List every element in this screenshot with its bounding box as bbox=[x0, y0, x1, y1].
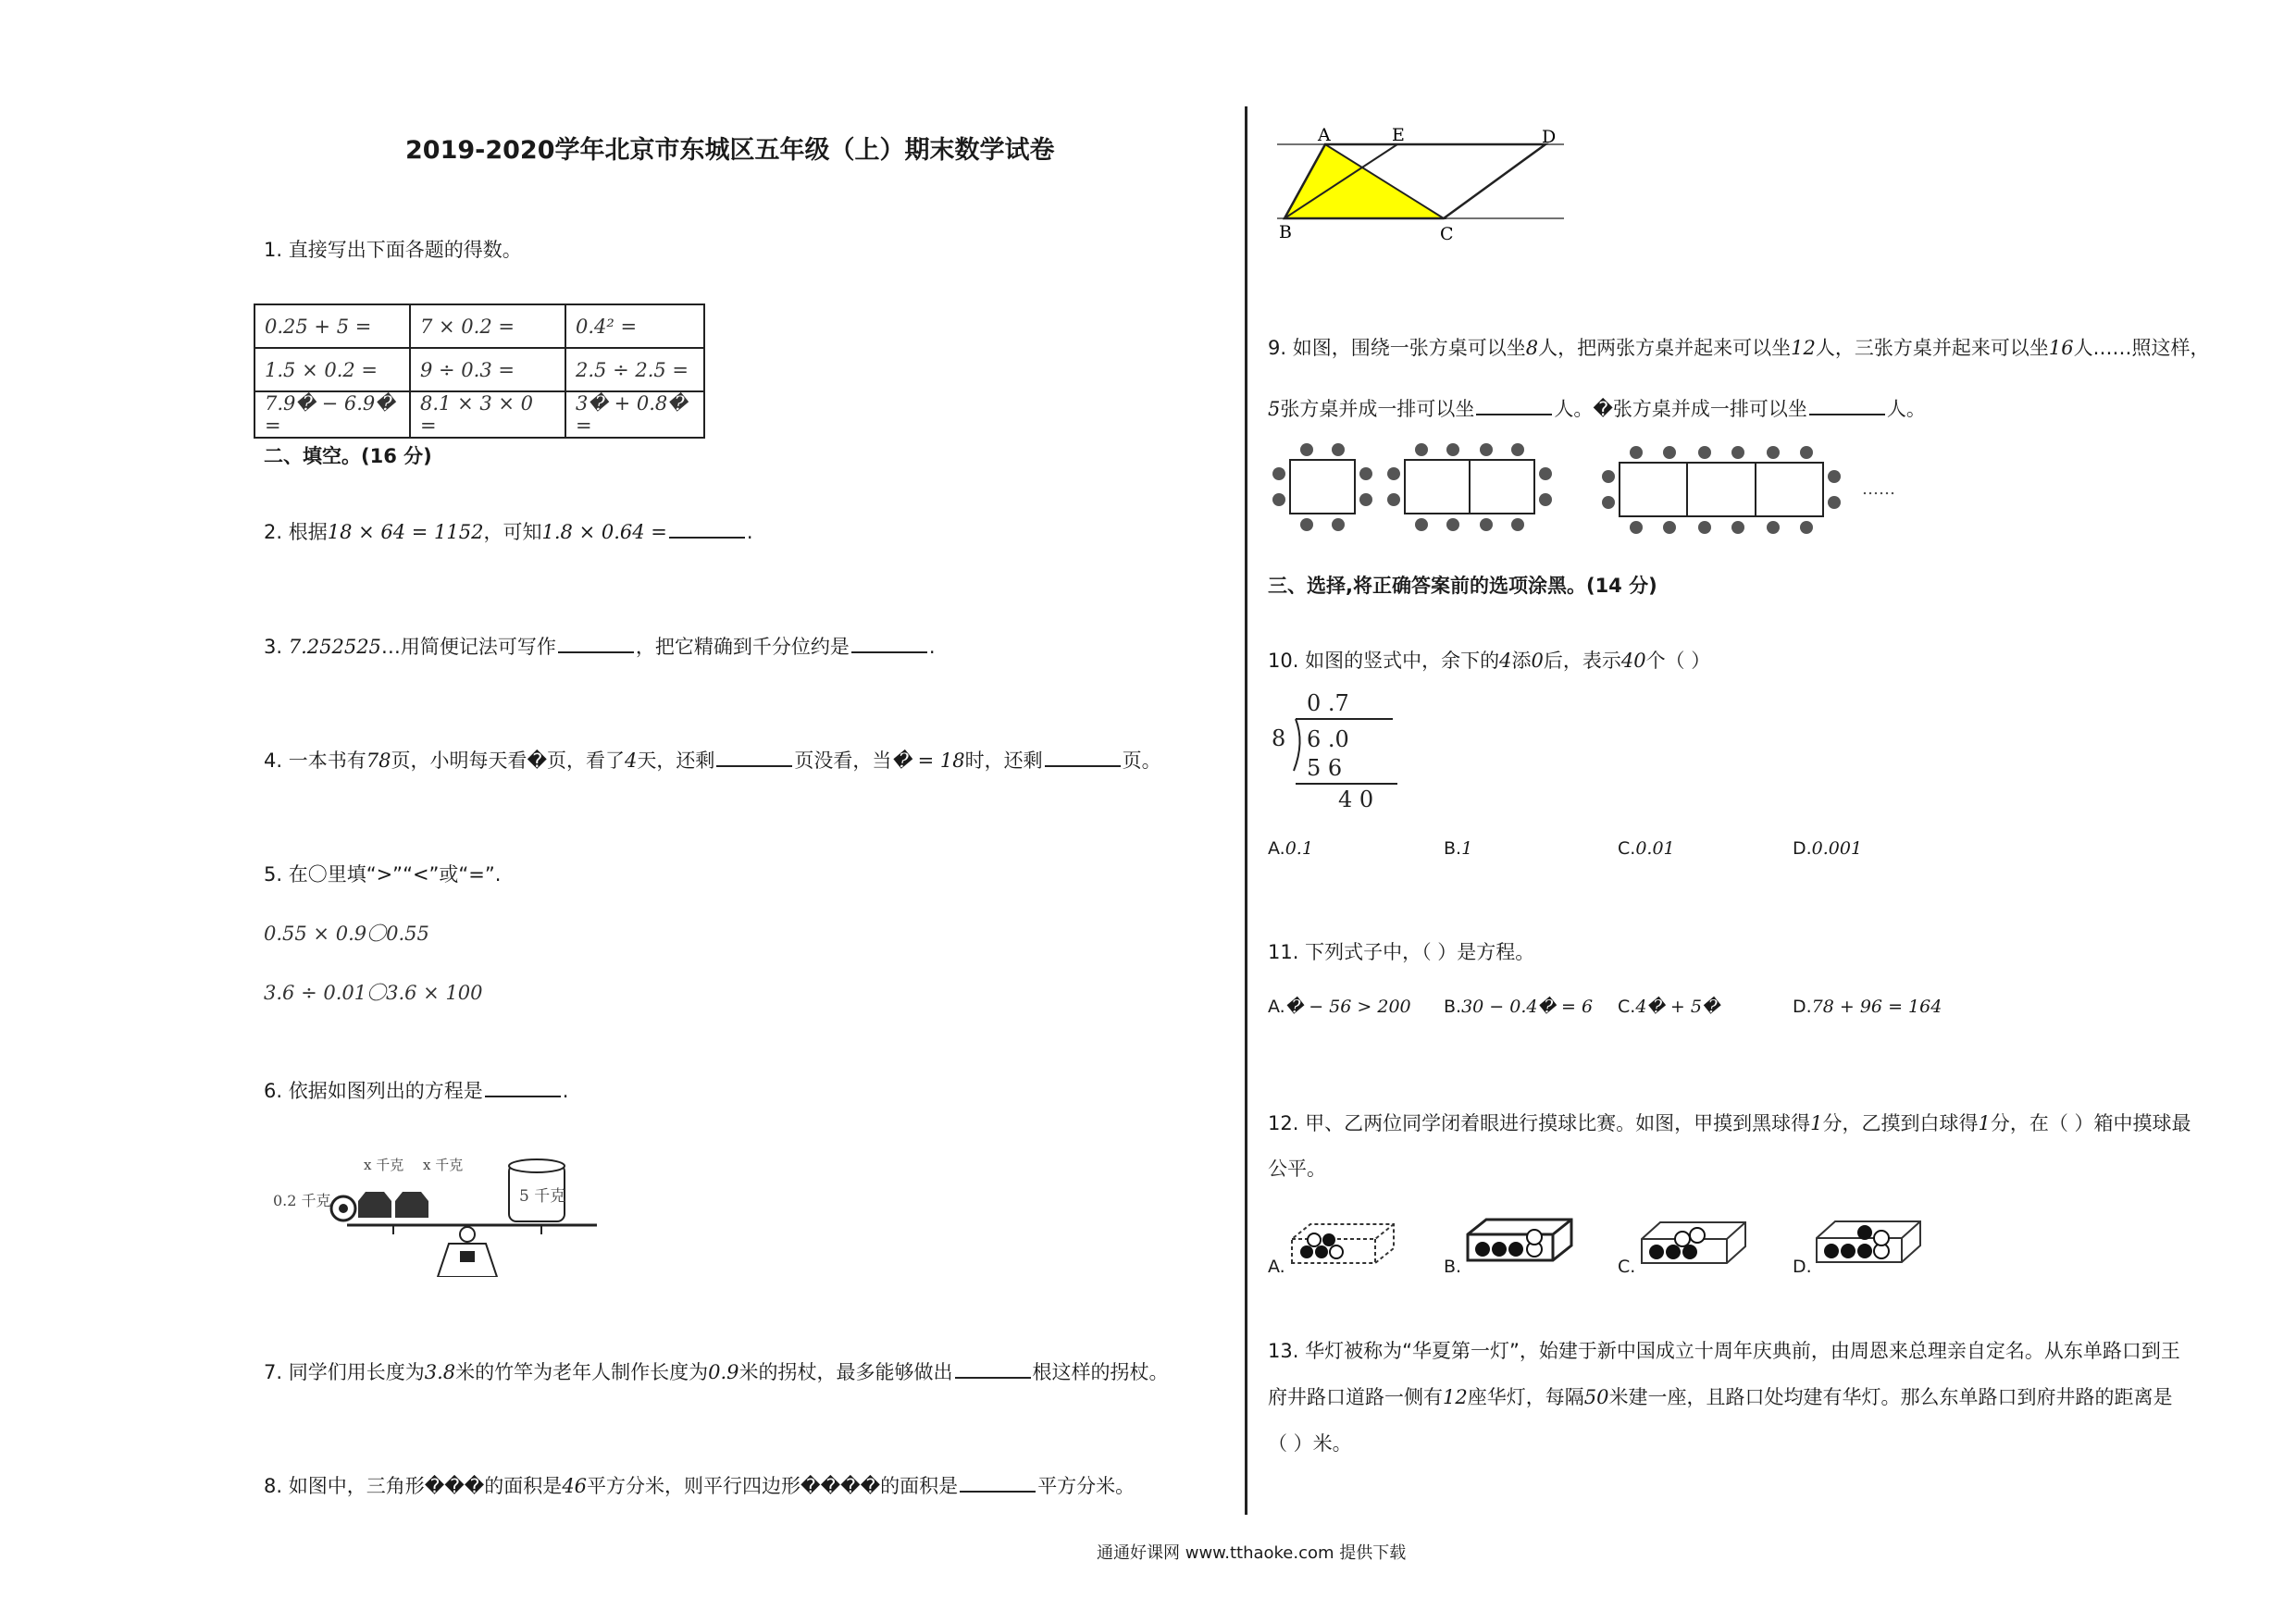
shirt-icon bbox=[358, 1192, 391, 1218]
q13-text: 米建一座，且路口处均建有华灯。那么东单路口到府井路的距离是 bbox=[1608, 1386, 2173, 1408]
q11-option-a[interactable] bbox=[1268, 997, 1411, 1017]
shirt-icon bbox=[395, 1192, 428, 1218]
table-cell: 3� + 0.8� = bbox=[565, 391, 704, 438]
jar-lid bbox=[509, 1159, 565, 1172]
q7-math: 0.9 bbox=[708, 1361, 739, 1383]
q4-text: 天，还剩 bbox=[637, 750, 715, 772]
q3-text: . bbox=[928, 636, 936, 658]
question-2 bbox=[264, 517, 753, 545]
answer-blank[interactable] bbox=[669, 536, 745, 539]
question-13: 13. 华灯被称为“华夏第一灯”，始建于新中国成立十周年庆典前，由周恩来总理亲自定名。从东单路口到王 bbox=[1268, 1340, 2180, 1362]
q5-comparison-1: 0.55 × 0.9〇0.55 bbox=[264, 923, 429, 945]
q9-math: 12 bbox=[1791, 337, 1816, 359]
table-row bbox=[254, 391, 704, 438]
q10-text: 10. 如图的竖式中，余下的 bbox=[1268, 650, 1500, 672]
q6-text: 6. 依据如图列出的方程是 bbox=[264, 1080, 483, 1102]
q11-option-b[interactable] bbox=[1444, 997, 1593, 1017]
q9-math: 16 bbox=[2048, 337, 2074, 359]
ball-box-c bbox=[1632, 1215, 1753, 1270]
q7-text: 米的竹竿为老年人制作长度为 bbox=[455, 1361, 709, 1383]
q7-text: 根这样的拐杖。 bbox=[1032, 1361, 1169, 1383]
q10-math: 0 bbox=[1531, 650, 1544, 672]
q4-math: 4 bbox=[625, 750, 638, 772]
triangle-shape bbox=[1285, 144, 1444, 218]
answer-blank[interactable] bbox=[485, 1095, 561, 1097]
option-value: 0.01 bbox=[1635, 838, 1675, 859]
q4-text: 页没看，当 bbox=[794, 750, 892, 772]
q10-text: 个（ ） bbox=[1645, 650, 1711, 672]
option-value: 0.001 bbox=[1811, 838, 1863, 859]
vertex-label: E bbox=[1392, 125, 1405, 145]
option-label: D. bbox=[1793, 838, 1812, 859]
q9-text: 张方桌并成一排可以坐 bbox=[1280, 398, 1475, 420]
option-label: C. bbox=[1618, 838, 1636, 859]
q11-option-d[interactable] bbox=[1793, 997, 1942, 1017]
vertex-label: D bbox=[1542, 127, 1557, 147]
option-label: B. bbox=[1444, 838, 1462, 859]
answer-blank[interactable] bbox=[1476, 413, 1552, 415]
q12-text: 分，乙摸到白球得 bbox=[1822, 1112, 1979, 1134]
table-row bbox=[254, 348, 704, 391]
q2-text: . bbox=[746, 521, 753, 543]
q5-comparison-2: 3.6 ÷ 0.01〇3.6 × 100 bbox=[264, 982, 483, 1004]
question-7 bbox=[264, 1357, 1169, 1385]
option-value: � − 56 > 200 bbox=[1285, 997, 1411, 1017]
q3-text: ，把它精确到千分位约是 bbox=[635, 636, 850, 658]
question-12-line2: 公平。 bbox=[1268, 1158, 1326, 1180]
table-cell: 9 ÷ 0.3 = bbox=[410, 348, 565, 391]
vertex-label: A bbox=[1318, 125, 1331, 145]
calc-table bbox=[254, 304, 705, 439]
scale-pivot bbox=[460, 1227, 475, 1242]
divisor: 8 bbox=[1272, 725, 1286, 751]
q10-option-d[interactable] bbox=[1793, 838, 1862, 859]
q10-option-c[interactable] bbox=[1618, 838, 1675, 859]
q3-text: 3. bbox=[264, 636, 289, 658]
q9-math: 5 bbox=[1268, 398, 1281, 420]
q8-math: 46 bbox=[562, 1475, 588, 1497]
table-row bbox=[254, 304, 704, 348]
long-division-figure bbox=[1268, 689, 1416, 810]
option-value: 1 bbox=[1461, 838, 1473, 859]
q7-math: 3.8 bbox=[424, 1361, 456, 1383]
q12-option-b[interactable]: B. bbox=[1444, 1257, 1462, 1277]
question-6 bbox=[264, 1076, 568, 1104]
question-5: 5. 在〇里填“>”“<”或“=”. bbox=[264, 863, 502, 886]
q4-text: 页，小明每天看�页，看了 bbox=[391, 750, 625, 772]
question-11: 11. 下列式子中，（ ）是方程。 bbox=[1268, 941, 1535, 963]
scale-dial bbox=[460, 1251, 475, 1262]
question-13-line2 bbox=[1268, 1382, 2172, 1410]
q9-text: 人……照这样， bbox=[2073, 337, 2210, 359]
q9-text: 9. 如图，围绕一张方桌可以坐 bbox=[1268, 337, 1526, 359]
q9-text: 人，把两张方桌并起来可以坐 bbox=[1538, 337, 1792, 359]
q9-text: 人。�张方桌并成一排可以坐 bbox=[1554, 398, 1807, 420]
question-1: 1. 直接写出下面各题的得数。 bbox=[264, 239, 522, 261]
dividend: 6 .0 bbox=[1307, 726, 1349, 752]
q13-text: 座华灯，每隔 bbox=[1467, 1386, 1584, 1408]
q13-math: 50 bbox=[1583, 1386, 1609, 1408]
q12-math: 1 bbox=[1978, 1112, 1991, 1134]
parallelogram-figure bbox=[1268, 122, 1573, 252]
q4-text: 时，还剩 bbox=[964, 750, 1043, 772]
square-tables-figure bbox=[1268, 437, 1916, 543]
answer-blank[interactable] bbox=[716, 764, 792, 767]
option-label: D. bbox=[1793, 997, 1812, 1017]
column-divider bbox=[1245, 106, 1247, 1515]
fig-label: 0.2 千克 bbox=[273, 1192, 331, 1209]
q4-text: 页。 bbox=[1122, 750, 1161, 772]
seat-dots bbox=[1272, 443, 1841, 534]
q3-text: …用简便记法可写作 bbox=[380, 636, 556, 658]
q8-text: 8. 如图中，三角形���的面积是 bbox=[264, 1475, 563, 1497]
question-4 bbox=[264, 746, 1161, 774]
q12-option-a[interactable]: A. bbox=[1268, 1257, 1285, 1277]
q4-math: � = 18 bbox=[891, 750, 965, 772]
q2-text: ，可知 bbox=[483, 521, 542, 543]
table-cell: 0.25 + 5 = bbox=[254, 304, 410, 348]
q12-math: 1 bbox=[1810, 1112, 1823, 1134]
product: 5 6 bbox=[1307, 755, 1343, 781]
q10-option-b[interactable] bbox=[1444, 838, 1472, 859]
vertex-label: C bbox=[1440, 224, 1454, 244]
answer-blank[interactable] bbox=[851, 650, 927, 653]
question-12 bbox=[1268, 1109, 2191, 1136]
q7-text: 米的拐杖，最多能够做出 bbox=[738, 1361, 953, 1383]
ball-box-d bbox=[1807, 1212, 1928, 1270]
ball-box-a bbox=[1283, 1217, 1403, 1272]
question-9-line2 bbox=[1268, 394, 1926, 422]
section-heading-2: 二、填空。(16 分) bbox=[264, 445, 432, 467]
option-value: 0.1 bbox=[1285, 838, 1313, 859]
q9-math: 8 bbox=[1525, 337, 1539, 359]
answer-blank[interactable] bbox=[1809, 413, 1885, 415]
option-label: A. bbox=[1268, 997, 1285, 1017]
question-10 bbox=[1268, 646, 1710, 674]
fig-label: x 千克 bbox=[423, 1157, 464, 1173]
question-8 bbox=[264, 1471, 1135, 1499]
q12-text: 分，在（ ）箱中摸球最 bbox=[1990, 1112, 2191, 1134]
q11-option-c[interactable] bbox=[1618, 997, 1719, 1017]
q10-option-a[interactable] bbox=[1268, 838, 1313, 859]
answer-blank[interactable] bbox=[558, 650, 634, 653]
q6-text: . bbox=[562, 1080, 569, 1102]
q7-text: 7. 同学们用长度为 bbox=[264, 1361, 425, 1383]
q4-text: 4. 一本书有 bbox=[264, 750, 366, 772]
table-cell: 2.5 ÷ 2.5 = bbox=[565, 348, 704, 391]
table-cell: 8.1 × 3 × 0 = bbox=[410, 391, 565, 438]
table-cell: 1.5 × 0.2 = bbox=[254, 348, 410, 391]
q13-text: 府井路口道路一侧有 bbox=[1268, 1386, 1443, 1408]
q12-option-d[interactable]: D. bbox=[1793, 1257, 1812, 1277]
q12-text: 12. 甲、乙两位同学闭着眼进行摸球比赛。如图，甲摸到黑球得 bbox=[1268, 1112, 1811, 1134]
fig-label: 5 千克 bbox=[519, 1187, 566, 1206]
table-cell: 0.4² = bbox=[565, 304, 704, 348]
footer: 通通好课网 www.tthaoke.com 提供下载 bbox=[1097, 1543, 1407, 1563]
option-value: 30 − 0.4� = 6 bbox=[1461, 997, 1594, 1017]
vertex-label: B bbox=[1279, 222, 1292, 242]
section-heading-3: 三、选择,将正确答案前的选项涂黑。(14 分) bbox=[1268, 575, 1657, 597]
question-13-line3: （ ）米。 bbox=[1268, 1432, 1352, 1455]
q4-math: 78 bbox=[366, 750, 391, 772]
option-value: 78 + 96 = 164 bbox=[1811, 997, 1942, 1017]
q13-math: 12 bbox=[1443, 1386, 1468, 1408]
q8-text: 平方分米。 bbox=[1037, 1475, 1136, 1497]
ellipsis: …… bbox=[1862, 479, 1895, 499]
q12-option-c[interactable]: C. bbox=[1618, 1257, 1636, 1277]
ball-pattern bbox=[339, 1204, 348, 1213]
q2-math: 18 × 64 = 1152 bbox=[327, 521, 484, 543]
answer-blank[interactable] bbox=[960, 1490, 1036, 1493]
q8-text: 平方分米，则平行四边形����的面积是 bbox=[587, 1475, 959, 1497]
table-cell: 7 × 0.2 = bbox=[410, 304, 565, 348]
answer-blank[interactable] bbox=[955, 1376, 1031, 1379]
q10-text: 后，表示 bbox=[1543, 650, 1621, 672]
quotient: 0 .7 bbox=[1307, 690, 1349, 716]
option-label: A. bbox=[1268, 838, 1285, 859]
fig-label: x 千克 bbox=[364, 1157, 404, 1173]
option-label: C. bbox=[1618, 997, 1636, 1017]
ball-box-b bbox=[1458, 1212, 1579, 1268]
question-9 bbox=[1268, 333, 2210, 361]
table-cell: 7.9� − 6.9� = bbox=[254, 391, 410, 438]
remainder: 4 0 bbox=[1338, 787, 1374, 810]
option-label: B. bbox=[1444, 997, 1462, 1017]
page-title: 2019-2020学年北京市东城区五年级（上）期末数学试卷 bbox=[405, 136, 1055, 165]
balance-scale-figure bbox=[264, 1147, 615, 1277]
question-3 bbox=[264, 632, 936, 660]
q9-text: 人。 bbox=[1886, 398, 1926, 420]
q3-math: 7.252525 bbox=[288, 636, 381, 658]
q10-text: 添 bbox=[1511, 650, 1532, 672]
q10-math: 4 bbox=[1499, 650, 1512, 672]
q2-text: 2. 根据 bbox=[264, 521, 328, 543]
option-value: 4� + 5� bbox=[1635, 997, 1720, 1017]
q9-text: 人，三张方桌并起来可以坐 bbox=[1815, 337, 2049, 359]
q2-math: 1.8 × 0.64 = bbox=[541, 521, 667, 543]
answer-blank[interactable] bbox=[1045, 764, 1121, 767]
q10-math: 40 bbox=[1620, 650, 1646, 672]
